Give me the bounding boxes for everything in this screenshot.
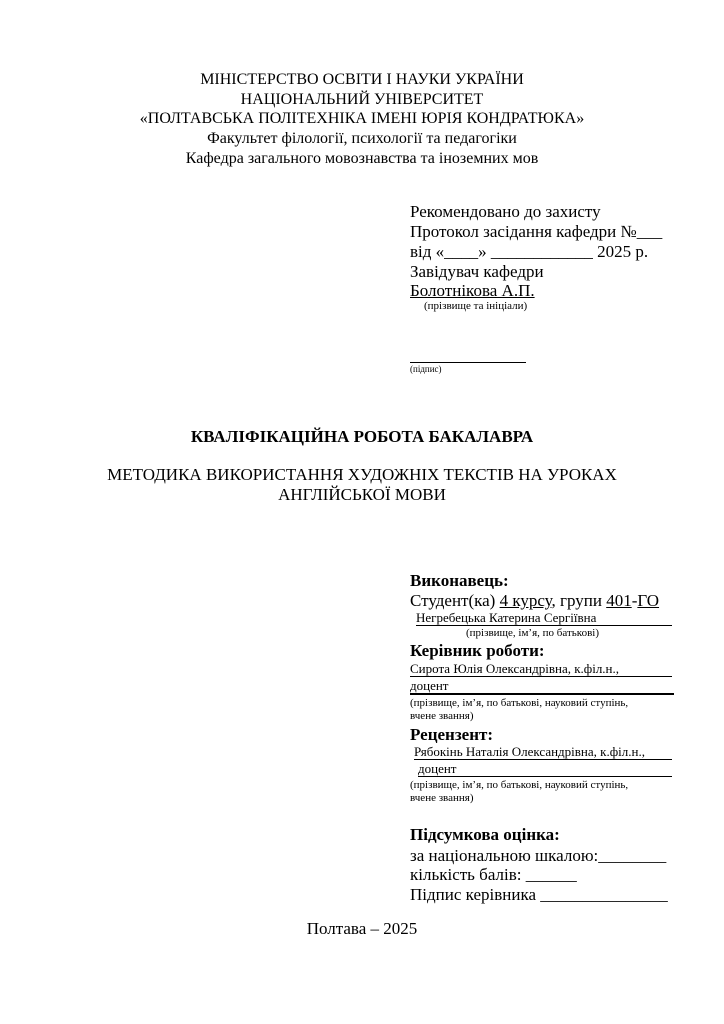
- group-dash: -: [631, 591, 638, 610]
- protocol-line: Протокол засідання кафедри №___: [410, 222, 663, 241]
- group-number: 401: [606, 591, 632, 610]
- department-line: Кафедра загального мовознавства та іноземних мов: [185, 150, 539, 167]
- group-prefix: , групи: [551, 591, 607, 610]
- reviewer-caption-2: вчене звання): [410, 792, 474, 804]
- supervisor-heading: Керівник роботи:: [410, 641, 545, 660]
- supervisor-signature-line: Підпис керівника _______________: [410, 885, 668, 904]
- reviewer-heading: Рецензент:: [410, 725, 494, 744]
- supervisor-caption-2: вчене звання): [410, 710, 474, 722]
- ministry-line: МІНІСТЕРСТВО ОСВІТИ І НАУКИ УКРАЇНИ: [200, 71, 524, 88]
- city-year: Полтава – 2025: [306, 919, 418, 938]
- national-scale-line: за національною шкалою:________: [410, 846, 667, 865]
- student-name-underline: [416, 625, 672, 626]
- signature-caption: (підпис): [410, 364, 442, 374]
- student-line: [410, 590, 659, 611]
- supervisor-underline-1: [410, 676, 672, 677]
- head-of-department-label: Завідувач кафедри: [410, 262, 544, 281]
- performer-heading: Виконавець:: [410, 571, 509, 590]
- supervisor-underline-2: [410, 693, 674, 695]
- university-line: НАЦІОНАЛЬНИЙ УНІВЕРСИТЕТ: [240, 91, 484, 108]
- supervisor-name-line-2: доцент: [410, 678, 449, 693]
- topic-line-1: МЕТОДИКА ВИКОРИСТАННЯ ХУДОЖНІХ ТЕКСТІВ НА УРОКАХ: [107, 465, 617, 484]
- faculty-line: Факультет філології, психології та педагогіки: [207, 130, 517, 147]
- grade-heading: Підсумкова оцінка:: [410, 825, 560, 844]
- name-caption: (прізвище та ініціали): [424, 300, 528, 312]
- university-name-line: «ПОЛТАВСЬКА ПОЛІТЕХНІКА ІМЕНІ ЮРІЯ КОНДРАТЮКА»: [139, 110, 585, 127]
- reviewer-underline-1: [414, 759, 672, 760]
- student-name: Негребецька Катерина Сергіївна: [416, 610, 597, 625]
- date-line: від «____» ____________ 2025 р.: [410, 242, 649, 261]
- reviewer-name-line-1: Рябокінь Наталія Олександрівна, к.філ.н.,: [414, 744, 645, 759]
- student-prefix: Студент(ка): [410, 591, 500, 610]
- head-of-department-name: Болотнікова А.П.: [410, 281, 535, 300]
- group-suffix: ГО: [637, 591, 660, 610]
- signature-line: [410, 362, 526, 363]
- course-value: 4 курсу: [499, 591, 552, 610]
- topic-line-2: АНГЛІЙСЬКОЇ МОВИ: [278, 485, 446, 504]
- supervisor-name-line-1: Сирота Юлія Олександрівна, к.філ.н.,: [410, 661, 620, 676]
- student-name-caption: (прізвище, ім’я, по батькові): [466, 627, 599, 639]
- reviewer-caption-1: (прізвище, ім’я, по батькові, науковий ступінь,: [410, 779, 629, 791]
- supervisor-caption-1: (прізвище, ім’я, по батькові, науковий ступінь,: [410, 697, 629, 709]
- reviewer-underline-2: [418, 776, 672, 777]
- recommend-line: Рекомендовано до захисту: [410, 202, 601, 221]
- reviewer-name-line-2: доцент: [418, 761, 457, 776]
- points-line: кількість балів: ______: [410, 865, 577, 884]
- work-type-title: КВАЛІФІКАЦІЙНА РОБОТА БАКАЛАВРА: [190, 427, 534, 446]
